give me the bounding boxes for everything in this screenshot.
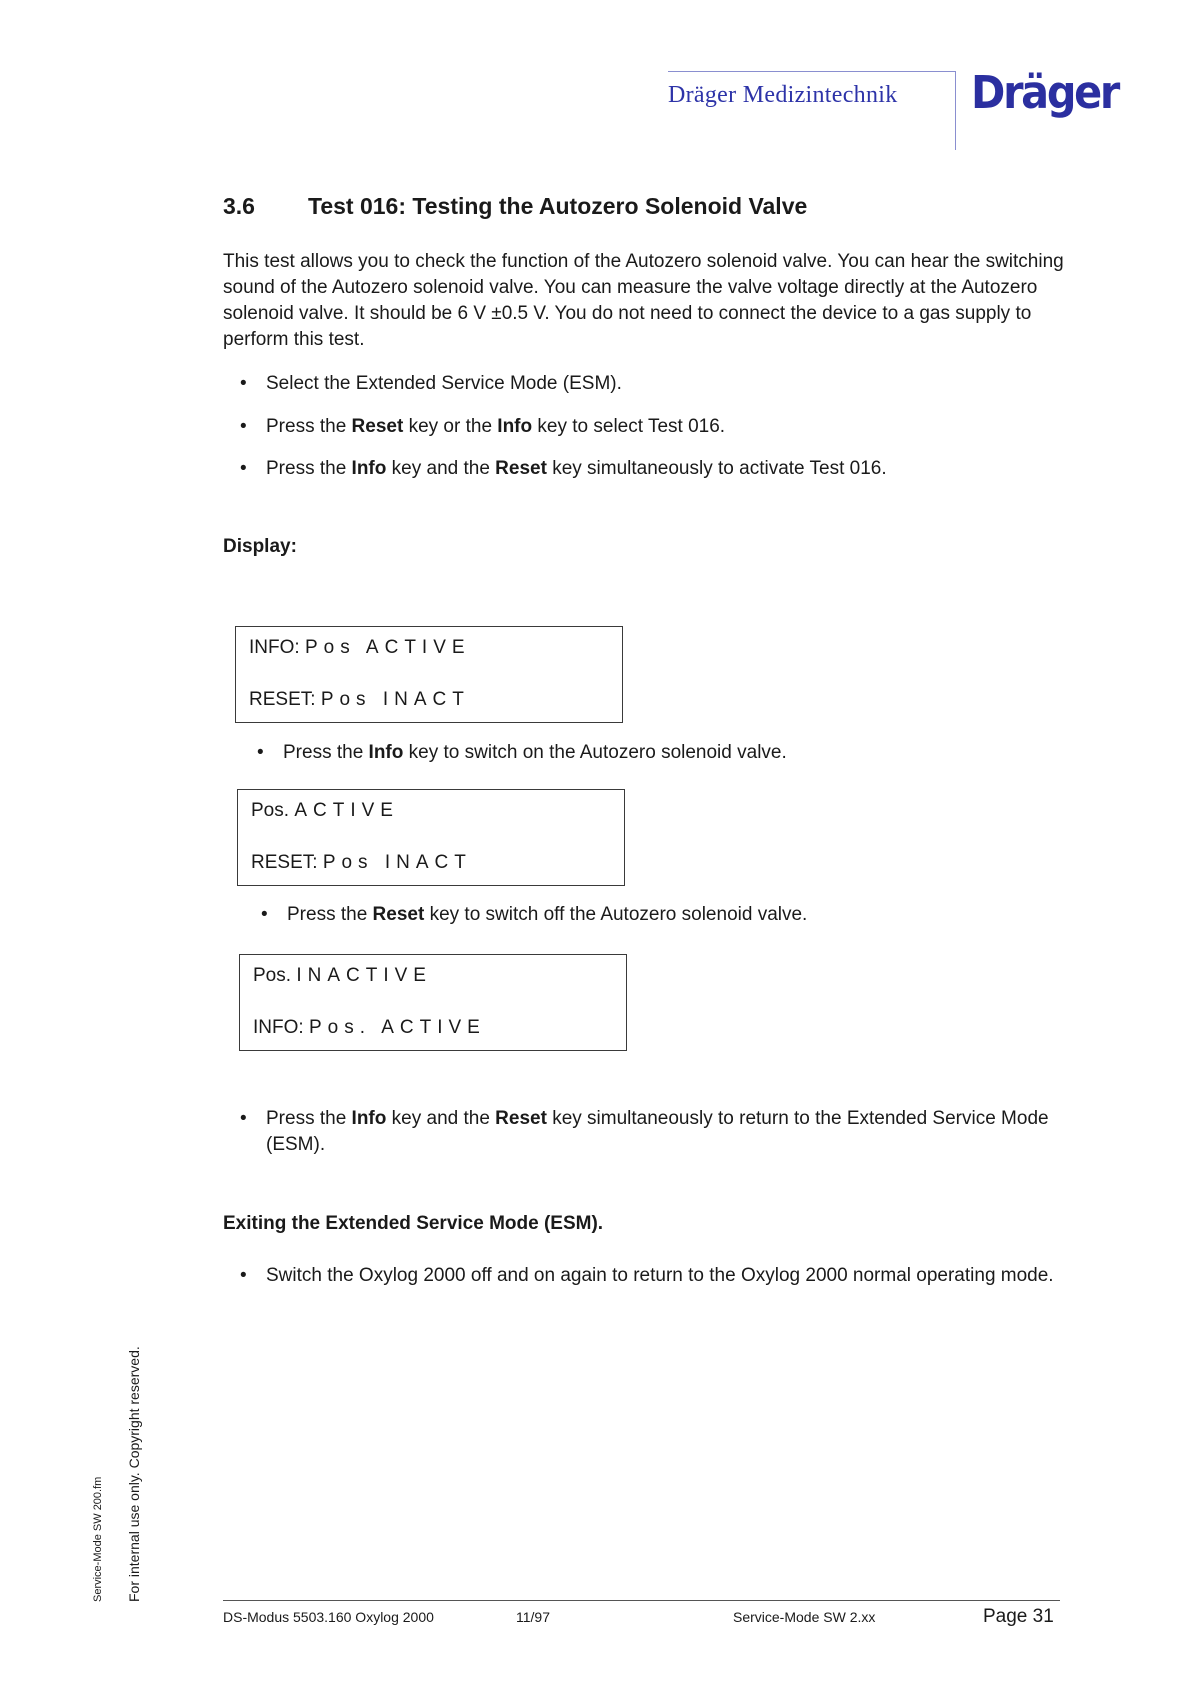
key-name: Reset <box>495 458 547 479</box>
list-item: • Press the Info key and the Reset key simultaneously to activate Test 016. <box>240 456 1070 482</box>
key-name: Reset <box>372 904 425 925</box>
company-name: Dräger Medizintechnik <box>668 82 898 108</box>
lcd-line: INFO: Pos. ACTIVE <box>253 1017 486 1038</box>
key-name: Info <box>368 742 404 763</box>
lcd-line: Pos. ACTIVE <box>251 800 399 821</box>
lcd-line: RESET: Pos INACT <box>249 689 470 710</box>
bullet-icon: • <box>240 416 247 437</box>
bullet-icon: • <box>257 742 264 763</box>
list-item: • Press the Info key and the Reset key simultaneously to return to the Extended Service Mode (ESM). <box>240 1108 1049 1155</box>
list-item: • Press the Reset key or the Info key to select Test 016. <box>240 414 1070 440</box>
page-number: Page 31 <box>983 1606 1054 1627</box>
footer-version: 11/97 <box>516 1609 550 1625</box>
key-name: Info <box>351 1108 387 1129</box>
bullet-icon: • <box>240 373 247 394</box>
key-name: Info <box>351 458 387 479</box>
list-item: • Press the Reset key to switch off the Autozero solenoid valve. <box>261 902 1070 928</box>
lcd-line: INFO: Pos ACTIVE <box>249 637 471 658</box>
lcd-display <box>239 954 627 1051</box>
footer-mode: Service-Mode SW 2.xx <box>733 1609 876 1625</box>
key-name: Reset <box>495 1108 547 1129</box>
bullet-icon: • <box>261 904 268 925</box>
footer-rule <box>223 1600 1060 1601</box>
header-divider <box>955 71 956 150</box>
lcd-line: RESET: Pos INACT <box>251 852 472 873</box>
lcd-display <box>235 626 623 723</box>
exit-heading: Exiting the Extended Service Mode (ESM). <box>223 1213 604 1234</box>
intro-paragraph: This test allows you to check the function of the Autozero solenoid valve. You can hear the switching sound of the Autozero solenoid valve. You can measure the valve voltage directly at the Autozero solenoid valve. It should be 6 V ±0.5 V. You do not need to connect the device to a gas supply to perform this test. <box>223 251 1064 350</box>
list-item: • Select the Extended Service Mode (ESM). <box>240 371 1070 397</box>
bullet-icon: • <box>240 1108 247 1129</box>
section-title: Test 016: Testing the Autozero Solenoid Valve <box>308 193 808 219</box>
section-number: 3.6 <box>223 193 255 219</box>
drager-logo: Dräger <box>971 66 1119 119</box>
key-name: Info <box>497 416 533 437</box>
list-item: • Switch the Oxylog 2000 off and on again to return to the Oxylog 2000 normal operating mode. <box>240 1263 1070 1289</box>
bullet-icon: • <box>240 1265 247 1286</box>
lcd-display <box>237 789 625 886</box>
bullet-icon: • <box>240 458 247 479</box>
display-heading: Display: <box>223 536 297 557</box>
key-name: Reset <box>351 416 404 437</box>
footer-doc-id: DS-Modus 5503.160 Oxylog 2000 <box>223 1609 434 1625</box>
lcd-line: Pos. INACTIVE <box>253 965 432 986</box>
side-copyright: For internal use only. Copyright reserved. <box>126 1346 142 1602</box>
header-rule <box>668 71 956 72</box>
side-filename: Service-Mode SW 200.fm <box>92 1476 104 1602</box>
list-item: • Press the Info key to switch on the Autozero solenoid valve. <box>257 740 1070 766</box>
